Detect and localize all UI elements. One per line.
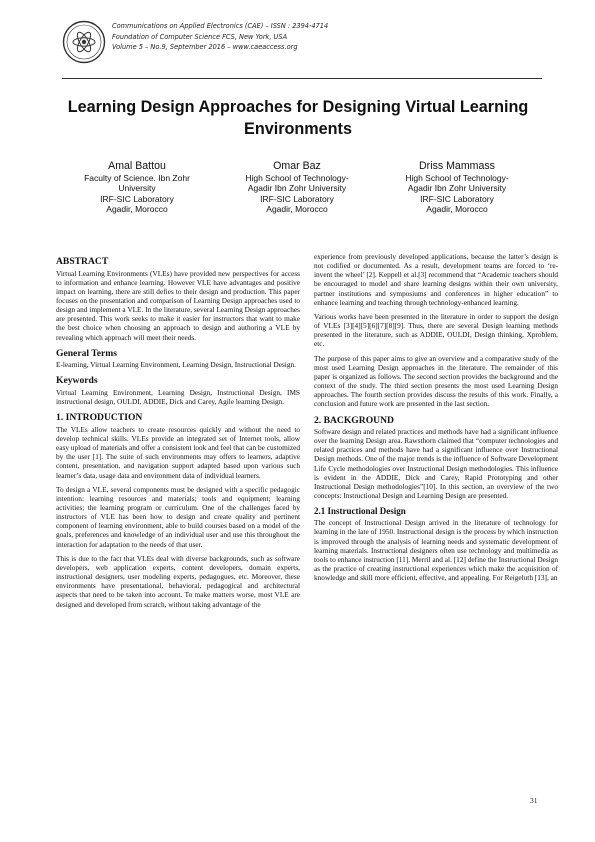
abstract-heading: ABSTRACT: [56, 256, 109, 267]
introduction-paragraph: Various works have been presented in the literature in order to support the design of VLEs [3][4][5][6][7][8][9]. Thus, there are several Design learning methods presented in the literature, such as ADDIE, OULDI, Design thinking, Xproblem, etc.: [314, 311, 558, 349]
background-heading: 2. BACKGROUND: [314, 414, 394, 426]
instructional-design-paragraph: The concept of Instructional Design arrived in the literature of technology for learning in the late of 1950. Instructional design is the process by which instruction is improved through the analysis of learning needs and systematic development of learning materials. Instructional designers often use technology and multimedia as tools to enhance instruction [11]. Merril and al. [12] define the Instructional Design as the practice of creating instructional experiences which make the acquisition of knowledge and skill more efficient, effective, and appealing. For Reigeluth [13], an: [314, 518, 558, 583]
introduction-paragraph: This is due to the fact that VLEs deal with diverse backgrounds, such as software developers, web application experts, content developers, domain experts, instructional designers, user modeling experts, pedagogues, etc. Moreover, these environments have presentational, behavioral, pedagogical and architectural aspects that need to be taken into account. To make matters worse, most VLE are designed and developed from scratch, without taking advantage of the: [56, 553, 300, 609]
author-name: Amal Battou: [108, 160, 166, 172]
journal-logo-icon: [62, 20, 106, 64]
paper-title: Learning Design Approaches for Designing Virtual Learning Environments: [67, 98, 529, 138]
author-name: Driss Mammass: [419, 160, 495, 172]
journal-header: [62, 18, 542, 80]
instructional-design-heading: 2.1 Instructional Design: [314, 506, 406, 517]
publisher-name: Foundation of Computer Science FCS, New York, USA: [112, 32, 288, 41]
author-affiliation: High School of Technology- Agadir Ibn Zohr University IRF-SIC Laboratory Agadir, Morocco: [405, 173, 509, 215]
page-number: 31: [530, 796, 538, 805]
author-2: [217, 160, 377, 215]
general-terms-text: E-learning, Virtual Learning Environment, Learning Design, Instructional Design.: [56, 360, 296, 370]
volume-info: Volume 5 – No.9, September 2016 – www.caeaccess.org: [112, 43, 298, 51]
journal-name: Communications on Applied Electronics (CAE) – ISSN : 2394-4714: [112, 22, 329, 30]
header-divider: [62, 78, 542, 79]
keywords-heading: Keywords: [56, 375, 98, 387]
introduction-paragraph: experience from previously developed applications, because the latter’s design is not codified or documented. As a result, development teams are forced to ‘re-invent the wheel’ [2]. Keppell et al.[3] recommend that “Academic teachers should be encouraged to model and share learning designs within their own university, partner institutions and symposiums and conferences in higher education” to enhance learning and teaching through technology-enhanced learning.: [314, 252, 558, 307]
author-3: [377, 160, 537, 215]
author-block: [57, 160, 537, 222]
background-paragraph: Software design and related practices and methods have had a significant influence over the learning Design area. Rawsthorn claimed that “computer technologies and related practices and methods have had a significant influence over Instructional Design methods. One of the major trends is the influence of Software Development Life Cycle methodologies over Instructional Design methodologies. This influence is evident in the ADDIE, Dick and Carey, Rapid Prototyping and other Instructional Design methodologies”[10]. In this section, an overview of the two concepts: Instructional Design and Learning Design are presented.: [314, 427, 558, 501]
author-name: Omar Baz: [273, 160, 321, 172]
general-terms-heading: General Terms: [56, 347, 118, 359]
introduction-paragraph: To design a VLE, several components must be designed with a specific pedagogic intention: learning resources and materials; tools and equipment; learning activities; the learning program or curriculum. One of the challenges faced by instructors of VLE has been how to design and create quality and pertinent component of learning environment, able to build courses based on a model of the goals, preferences and knowledge of an individual user and use this throughout the interaction for adaptation to the needs of that user.: [56, 484, 300, 549]
keywords-text: Virtual Learning Environment, Learning Design, Instructional Design, IMS instructional design, OULDI, ADDIE, Dick and Carey, Agile learning Design.: [56, 387, 300, 407]
author-affiliation: Faculty of Science. Ibn Zohr University IRF-SIC Laboratory Agadir, Morocco: [84, 173, 190, 215]
author-1: [57, 160, 217, 215]
left-column: [56, 256, 300, 614]
introduction-heading: 1. INTRODUCTION: [56, 412, 143, 424]
right-column: [314, 252, 558, 587]
introduction-paragraph: The purpose of this paper aims to give an overview and a comparative study of the most used Learning Design approaches in the literature. The remainder of this paper is organized as follows. The second section provides the background and the context of the study. The third section presents the most used Learning Design approaches. The fourth section provides discuss the results of this work. Finally, a conclusion and future work are presented in the last section.: [314, 353, 558, 409]
author-affiliation: High School of Technology- Agadir Ibn Zohr University IRF-SIC Laboratory Agadir, Morocco: [245, 173, 349, 215]
abstract-text: Virtual Learning Environments (VLEs) have provided new perspectives for access to information and enhance learning. However VLE have advantages and positive impact on learning, there are still defies to their design and production. This paper focuses on the presentation and comparison of Learning Design approaches used to design and implement a VLE. In the literature, several Learning Design approaches are presented. This work seeks to make it easier for instructors that want to make the best choice when choosing an approach to design and authoring a VLE by revealing which approach will meet their needs.: [56, 268, 300, 342]
introduction-paragraph: The VLEs allow teachers to create resources quickly and without the need to develop technical skills. VLEs provide an integrated set of Internet tools, allow easy upload of materials and offer a consistent look and feel that can be customized by the user [1]. The suite of such environments may offers to learners, adaptive content, presentation, and navigation support adapted based upon various such learner’s data, usage data and environment data of individual learners.: [56, 424, 300, 480]
